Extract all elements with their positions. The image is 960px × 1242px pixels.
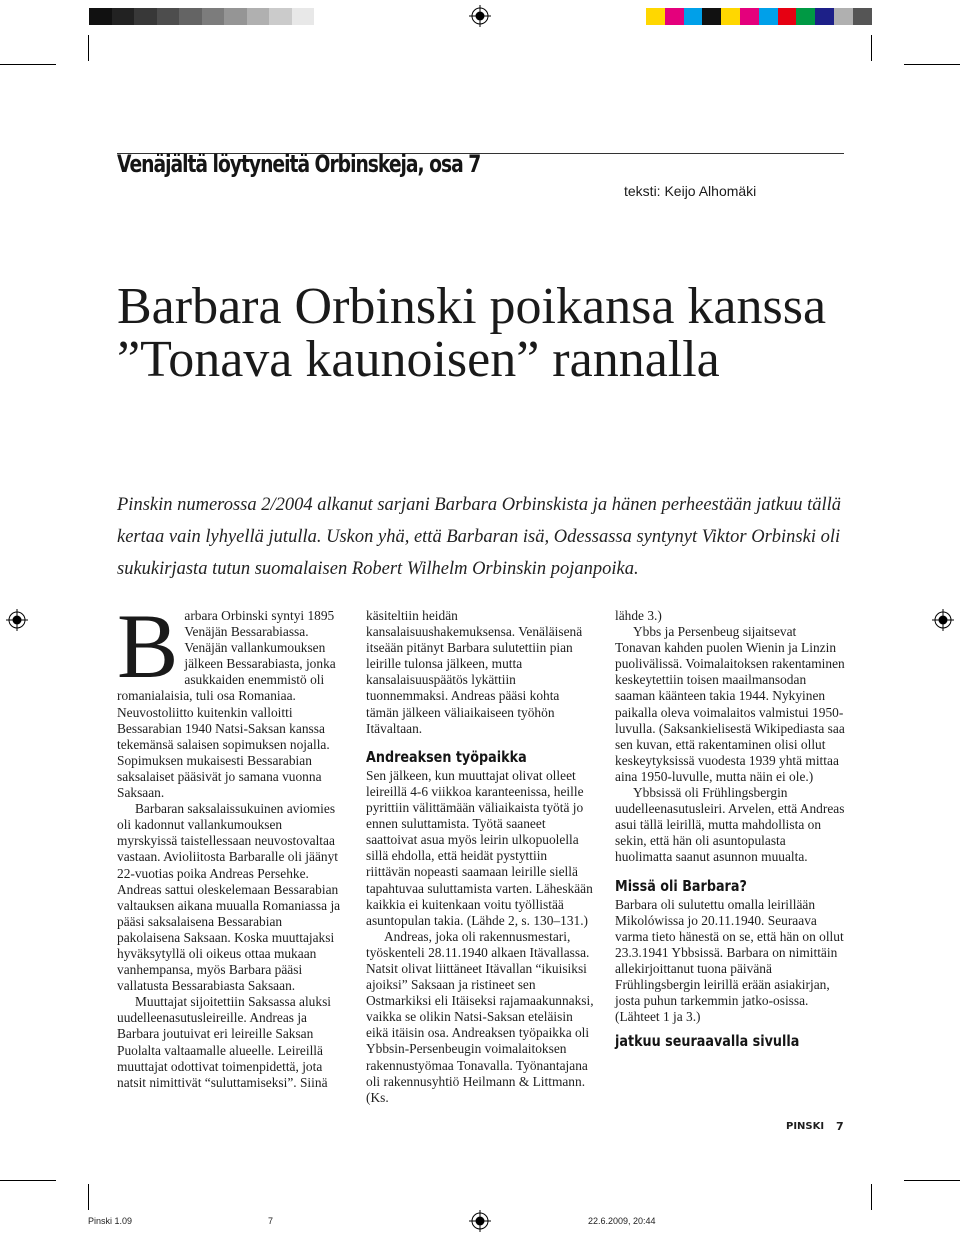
- color-swatch: [853, 8, 872, 25]
- color-swatch: [202, 8, 225, 25]
- color-swatch: [134, 8, 157, 25]
- registration-mark-icon: [6, 609, 28, 631]
- paragraph: käsiteltiin heidän kansalaisuushakemuksensa. Venäläisenä itseään pitänyt Barbara sulutettiin pian leirille tulonsa jälkeen, mutta kansalaisuuspäätös lykättiin tuonnemmaksi. Andreas pääsi kohta tämän jälkeen väliaikaiseen työhön Itävaltaan.: [366, 608, 583, 736]
- article-headline: Barbara Orbinski poikansa kanssa ”Tonava kaunoisen” rannalla: [117, 278, 827, 388]
- continued-note: jatkuu seuraavalla sivulla: [615, 1032, 800, 1051]
- color-swatch: [834, 8, 853, 25]
- crop-mark: [904, 64, 960, 65]
- article-column-2: [366, 608, 594, 1106]
- paragraph: Sen jälkeen, kun muuttajat olivat olleet leireillä 4-6 viikkoa karanteenissa, heille pyrittiin välittämään väliaikaista työtä jo ennen suluttamista. Työtä saaneet saattoivat asua myös leirin ulkopuolella sillä ehdolla, että heidät pystyttiin riittävän nopeasti saamaan leirille siellä tapahtuvaa suluttamista varten. Läheskään kaikkia ei kuitenkaan voitu työllistää asuntopulan takia. (Lähde 2, s. 130–131.): [366, 767, 593, 928]
- color-swatch: [247, 8, 270, 25]
- slug-file-name: Pinski 1.09: [88, 1216, 133, 1226]
- color-swatch: [796, 8, 815, 25]
- color-swatch: [112, 8, 135, 25]
- crop-mark: [871, 1184, 872, 1210]
- paragraph: Ybbs ja Persenbeug sijaitsevat Tonavan kahden puolen Wienin ja Linzin puolivälissä. Voimalaitoksen rakentaminen keskeytettiin toisen maailmansodan saaman käänteen takia 1944. Nykyinen paikalla oleva voimalaitos valmistui 1950-luvulla. (Saksankielisestä Wikipediasta saa sen kuvan, että rakentaminen olisi ollut keskeytyksissä vuodesta 1939 yhtä mittaa aina 1950-luvulle, mutta näin ei ole.): [615, 624, 845, 784]
- section-heading: Andreaksen työpaikka: [366, 747, 527, 766]
- color-swatch: [269, 8, 292, 25]
- crop-mark: [0, 1180, 56, 1181]
- color-swatch: [778, 8, 797, 25]
- crop-mark: [904, 1180, 960, 1181]
- color-swatch: [702, 8, 721, 25]
- byline: teksti: Keijo Alhomäki: [624, 183, 757, 199]
- section-heading: Missä oli Barbara?: [615, 876, 747, 895]
- color-swatch: [721, 8, 740, 25]
- paragraph: Andreas, joka oli rakennusmestari, työskenteli 28.11.1940 alkaen Itävallassa. Natsit olivat liittäneet Itävallan “ikuisiksi ajoiksi” Saksaan ja ristineet sen Ostmarkiksi eli Itäiseksi rajamaakunnaksi, vaikka se olikin Natsi-Saksan eteläisin eikä itäisin osa. Andreaksen työpaikka oli Ybbsin-Persenbeugin voimalaitoksen rakennustyömaa Tonavalla. Työnantajana oli rakennusyhtiö Heilmann & Littmann. (Ks.: [366, 928, 594, 1105]
- registration-mark-icon: [932, 609, 954, 631]
- paragraph: Barbara oli sulutettu omalla leirillään Mikolówissa jo 20.11.1940. Seuraava varma tieto hänestä on se, että hän on ollut 23.3.1941 Ybbsissä. Barbara on nimittäin allekirjoittanut tuona päivänä Frühlingsbergin leirillä erään asiakirjan, josta puhun tarkemmin jatko-osissa. (Lähteet 1 ja 3.): [615, 896, 844, 1025]
- crop-mark: [88, 1184, 89, 1210]
- color-swatch: [292, 8, 315, 25]
- color-swatch: [665, 8, 684, 25]
- page-number: 7: [836, 1120, 844, 1133]
- color-swatch: [740, 8, 759, 25]
- color-swatch: [157, 8, 180, 25]
- article-lead: Pinskin numerossa 2/2004 alkanut sarjani Barbara Orbinskista ja hänen perheestään jatkuu tällä kertaa vain lyhyellä jutulla. Uskon yhä, että Barbaran isä, Odessassa syntynyt Viktor Orbinski oli sukukirjasta tutun suomalaisen Robert Wilhelm Orbinskin pojanpoika.: [117, 495, 842, 579]
- paragraph: lähde 3.): [615, 608, 662, 623]
- color-swatch: [179, 8, 202, 25]
- color-swatch: [89, 8, 112, 25]
- drop-cap: B: [117, 595, 179, 697]
- paragraph: Muuttajat sijoitettiin Saksassa aluksi uudelleenasutusleireille. Andreas ja Barbara joutuivat eri leireille Saksan Puolalta valtaamalle alueelle. Leireillä muuttajat odottivat toimenpidettä, jota natsit nimittivät “suluttamiseksi”. Siinä: [117, 994, 332, 1090]
- slug-timestamp: 22.6.2009, 20:44: [588, 1216, 656, 1226]
- article-column-3: [615, 608, 845, 1049]
- series-title: Venäjältä löytyneitä Orbinskeja, osa 7: [117, 150, 481, 178]
- paragraph: Ybbsissä oli Frühlingsbergin uudelleenasutusleiri. Arvelen, että Andreas asui tällä leirillä, mutta mahdollista on sekin, että hän oli asuntopulasta huolimatta saanut asunnon muualta.: [615, 785, 845, 865]
- magazine-name: PINSKI: [786, 1121, 825, 1132]
- paragraph: Barbaran saksalaissukuinen aviomies oli kadonnut vallankumouksen myrskyissä taistellessaan neuvostovaltaa vastaan. Avioliitosta Barbaralle oli jäänyt 22-vuotias poika Andreas Persehke. Andreas sattui oleskelemaan Bessarabian valtauksen aikana muualla Romaniassa ja pääsi saksalaisena Bessarabian pakolaisena Saksaan. Koska muuttajaksi hyväksytyllä oli oikeus ottaa mukaan vanhempansa, myös Barbara pääsi vallatusta Bessarabiasta Saksaan.: [117, 801, 341, 994]
- crop-mark: [88, 35, 89, 61]
- color-swatch: [815, 8, 834, 25]
- slug-page: 7: [268, 1216, 274, 1226]
- crop-mark: [0, 64, 56, 65]
- color-swatch: [684, 8, 703, 25]
- registration-mark-icon: [469, 1210, 491, 1232]
- crop-mark: [871, 35, 872, 61]
- color-swatch: [224, 8, 247, 25]
- paragraph: arbara Orbinski syntyi 1895 Venäjän Bessarabiassa. Venäjän vallankumouksen jälkeen Bessarabiasta, jonka asukkaiden enemmistö oli romanialaisia, tuli osa Romaniaa. Neuvostoliitto kuitenkin valloitti Bessarabian 1940 Natsi-Saksan kanssa tekemänsä salaisen sopimuksen nojalla. Sopimuksen mukaisesti Bessarabian saksalaiset pääsivät jo samana vuonna Saksaan.: [117, 608, 336, 801]
- color-swatch: [646, 8, 665, 25]
- article-column-1: [117, 595, 345, 1091]
- color-swatch: [759, 8, 778, 25]
- registration-mark-icon: [469, 5, 491, 27]
